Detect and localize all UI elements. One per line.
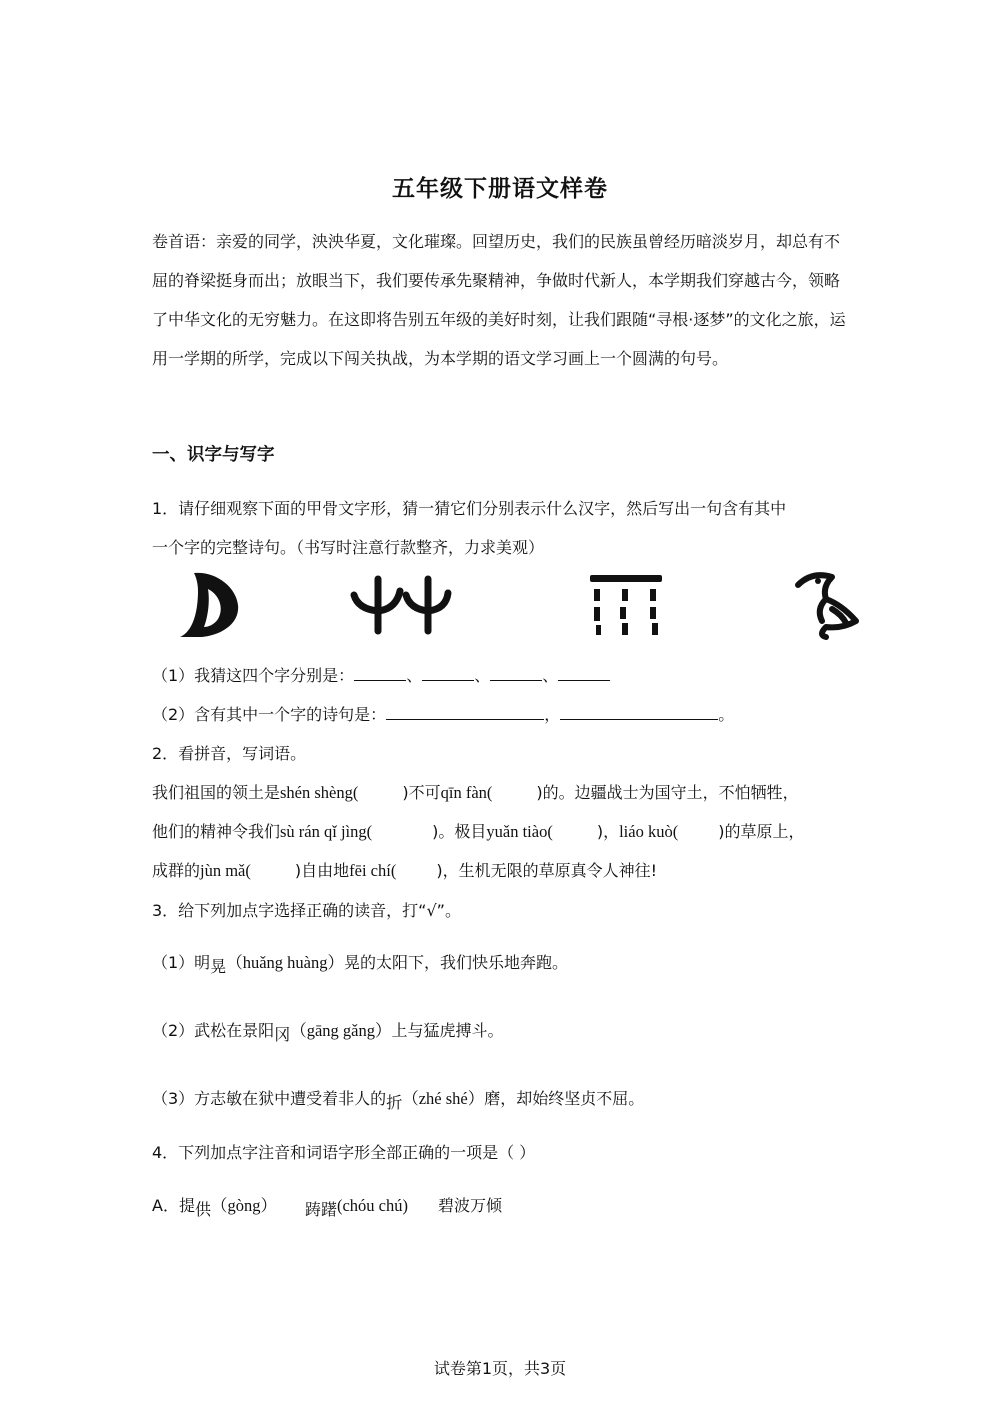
dotted-word: 踌躇: [304, 1200, 337, 1219]
q1-sub2-label: （2）含有其中一个字的诗句是：: [152, 705, 387, 724]
text: 磨，却始终坚贞不屈。: [484, 1089, 645, 1108]
poem-blank-1[interactable]: [386, 705, 544, 720]
dotted-char: 供: [194, 1200, 211, 1219]
answer-blank-3[interactable]: [490, 666, 542, 681]
text: )，生机无限的草原真令人神往!: [436, 861, 657, 880]
q1-sub1-label: （1）我猜这四个字分别是：: [152, 666, 355, 685]
option-label: A．提: [152, 1196, 195, 1215]
q3-prompt: 3．给下列加点字选择正确的读音，打“√”。: [152, 901, 461, 920]
separator: 、: [542, 666, 559, 685]
q3-sub1: [152, 949, 568, 976]
page-title: 五年级下册语文样卷: [392, 176, 608, 202]
answer-blank-1[interactable]: [354, 666, 406, 681]
q1-prompt-line1: 1．请仔细观察下面的甲骨文字形，猜一猜它们分别表示什么汉字，然后写出一句含有其中: [152, 499, 787, 518]
q2-line3: [152, 858, 657, 881]
q3-sub2: [152, 1017, 504, 1044]
pinyin: qīn fàn(: [440, 783, 493, 802]
text: )。极目: [432, 822, 487, 841]
pinyin: （gòng）: [210, 1196, 277, 1215]
oracle-glyphs: [152, 565, 872, 645]
answer-blank-2[interactable]: [422, 666, 474, 681]
q4-prompt: 4．下列加点字注音和词语字形全部正确的一项是（ ）: [152, 1143, 536, 1162]
poem-blank-2[interactable]: [560, 705, 718, 720]
pinyin-options[interactable]: （zhé shé）: [402, 1089, 485, 1108]
q2-line2: [152, 819, 804, 842]
answer-blank-4[interactable]: [558, 666, 610, 681]
oracle-rain-icon: [586, 565, 666, 641]
text: （2）武松在景阳: [152, 1021, 275, 1040]
q2-prompt: 2．看拼音，写词语。: [152, 744, 307, 763]
pinyin: jùn mǎ(: [200, 861, 251, 880]
text: 上与猛虎搏斗。: [391, 1021, 504, 1040]
page-footer: 试卷第1页，共3页: [433, 1359, 567, 1378]
q4-option-a[interactable]: [152, 1192, 503, 1219]
dotted-char: 冈: [274, 1025, 291, 1044]
section-heading: 一、识字与写字: [152, 445, 275, 465]
oracle-moon-icon: [172, 565, 244, 641]
word: 碧波万倾: [438, 1196, 503, 1215]
q2-line1: [152, 780, 799, 803]
pinyin-options[interactable]: （gāng gǎng）: [290, 1021, 392, 1040]
text: 成群的: [152, 861, 201, 880]
pinyin: fēi chí(: [349, 861, 397, 880]
separator: 、: [406, 666, 423, 685]
pinyin: shén shèng(: [280, 783, 359, 802]
dotted-char: 晃: [210, 957, 227, 976]
text: 他们的精神令我们: [152, 822, 281, 841]
q3-sub3: [152, 1085, 645, 1112]
q1-prompt-line2: 一个字的完整诗句。（书写时注意行款整齐，力求美观）: [152, 538, 545, 557]
text: 晃的太阳下，我们快乐地奔跑。: [343, 953, 568, 972]
text: )的。边疆战士为国守土，不怕牺牲，: [536, 783, 799, 802]
text: 我们祖国的领土是: [152, 783, 281, 802]
text: （3）方志敏在狱中遭受着非人的: [152, 1089, 387, 1108]
comma: ，: [544, 705, 561, 724]
text: )的草原上，: [718, 822, 805, 841]
text: )，: [596, 822, 620, 841]
q1-sub2: [152, 702, 734, 725]
intro-paragraph: 卷首语：亲爱的同学，泱泱华夏，文化璀璨。回望历史，我们的民族虽曾经历暗淡岁月，却总有不屈的脊梁挺身而出；放眼当下，我们要传承先聚精神，争做时代新人，本学期我们穿越古今，领略了中华文化的无穷魅力。在这即将告别五年级的美好时刻，让我们跟随“寻根·逐梦”的文化之旅，运用一学期的所学，完成以下闯关执战，为本学期的语文学习画上一个圆满的句号。: [152, 232, 846, 368]
oracle-bird-icon: [792, 565, 862, 641]
dotted-char: 折: [386, 1093, 403, 1112]
period: 。: [718, 705, 735, 724]
text: )自由地: [294, 861, 350, 880]
pinyin: (chóu chú): [336, 1196, 408, 1215]
q1-sub1: [152, 663, 610, 686]
separator: 、: [474, 666, 491, 685]
pinyin: yuǎn tiào(: [486, 822, 553, 841]
pinyin: sù rán qǐ jìng(: [280, 822, 373, 841]
pinyin: liáo kuò(: [619, 822, 679, 841]
text: （1）明: [152, 953, 211, 972]
text: )不可: [402, 783, 441, 802]
pinyin-options[interactable]: （huǎng huàng）: [226, 953, 344, 972]
oracle-grass-icon: [348, 565, 458, 641]
